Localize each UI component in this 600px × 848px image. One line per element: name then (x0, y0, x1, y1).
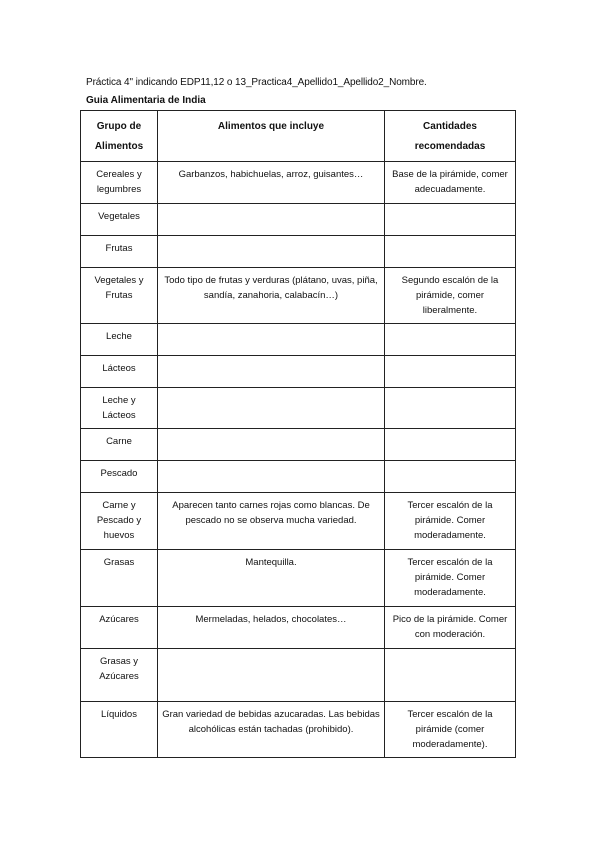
table-row (81, 268, 516, 324)
table-row (81, 324, 516, 356)
cell-amount: Base de la pirámide, comer adecuadamente. (385, 162, 516, 204)
cell-group: Pescado (81, 461, 158, 493)
cell-foods: Mantequilla. (158, 550, 385, 607)
table-row (81, 461, 516, 493)
column-header-foods: Alimentos que incluye (158, 111, 385, 162)
cell-group: Vegetales (81, 204, 158, 236)
document-title: Guia Alimentaria de India (86, 95, 206, 106)
cell-amount: Tercer escalón de la pirámide (comer moderadamente). (385, 702, 516, 758)
column-header-group: Grupo de Alimentos (81, 111, 158, 162)
cell-group: Cereales y legumbres (81, 162, 158, 204)
cell-foods: Garbanzos, habichuelas, arroz, guisantes… (158, 162, 385, 204)
cell-group: Carne y Pescado y huevos (81, 493, 158, 550)
cell-foods (158, 204, 385, 236)
table-header-row (81, 111, 516, 162)
cell-foods (158, 461, 385, 493)
table-row (81, 607, 516, 649)
cell-amount (385, 461, 516, 493)
cell-foods (158, 388, 385, 429)
cell-amount (385, 649, 516, 702)
cell-foods (158, 429, 385, 461)
table-row (81, 429, 516, 461)
table-row (81, 493, 516, 550)
table-row (81, 236, 516, 268)
cell-amount (385, 204, 516, 236)
cell-foods: Mermeladas, helados, chocolates… (158, 607, 385, 649)
cell-group: Carne (81, 429, 158, 461)
cell-amount (385, 356, 516, 388)
cell-amount (385, 429, 516, 461)
cell-foods: Gran variedad de bebidas azucaradas. Las bebidas alcohólicas están tachadas (prohibido). (158, 702, 385, 758)
cell-amount (385, 388, 516, 429)
cell-foods (158, 236, 385, 268)
cell-group: Grasas (81, 550, 158, 607)
table-row (81, 356, 516, 388)
cell-group: Leche (81, 324, 158, 356)
table-row (81, 550, 516, 607)
cell-amount: Tercer escalón de la pirámide. Comer moderadamente. (385, 493, 516, 550)
table-row (81, 649, 516, 702)
cell-foods (158, 356, 385, 388)
cell-foods: Aparecen tanto carnes rojas como blancas. De pescado no se observa mucha variedad. (158, 493, 385, 550)
cell-group: Frutas (81, 236, 158, 268)
table-row (81, 702, 516, 758)
cell-amount: Tercer escalón de la pirámide. Comer moderadamente. (385, 550, 516, 607)
cell-group: Leche y Lácteos (81, 388, 158, 429)
cell-amount (385, 324, 516, 356)
assignment-header: Práctica 4" indicando EDP11,12 o 13_Practica4_Apellido1_Apellido2_Nombre. (86, 77, 427, 88)
cell-group: Vegetales y Frutas (81, 268, 158, 324)
cell-group: Líquidos (81, 702, 158, 758)
cell-group: Grasas y Azúcares (81, 649, 158, 702)
cell-foods (158, 324, 385, 356)
cell-amount: Segundo escalón de la pirámide, comer liberalmente. (385, 268, 516, 324)
cell-foods: Todo tipo de frutas y verduras (plátano, uvas, piña, sandía, zanahoria, calabacín…) (158, 268, 385, 324)
cell-foods (158, 649, 385, 702)
table-row (81, 204, 516, 236)
column-header-amount: Cantidades recomendadas (385, 111, 516, 162)
cell-amount (385, 236, 516, 268)
table-row (81, 388, 516, 429)
cell-group: Azúcares (81, 607, 158, 649)
food-guide-table (80, 110, 516, 758)
table-row (81, 162, 516, 204)
cell-group: Lácteos (81, 356, 158, 388)
cell-amount: Pico de la pirámide. Comer con moderación. (385, 607, 516, 649)
